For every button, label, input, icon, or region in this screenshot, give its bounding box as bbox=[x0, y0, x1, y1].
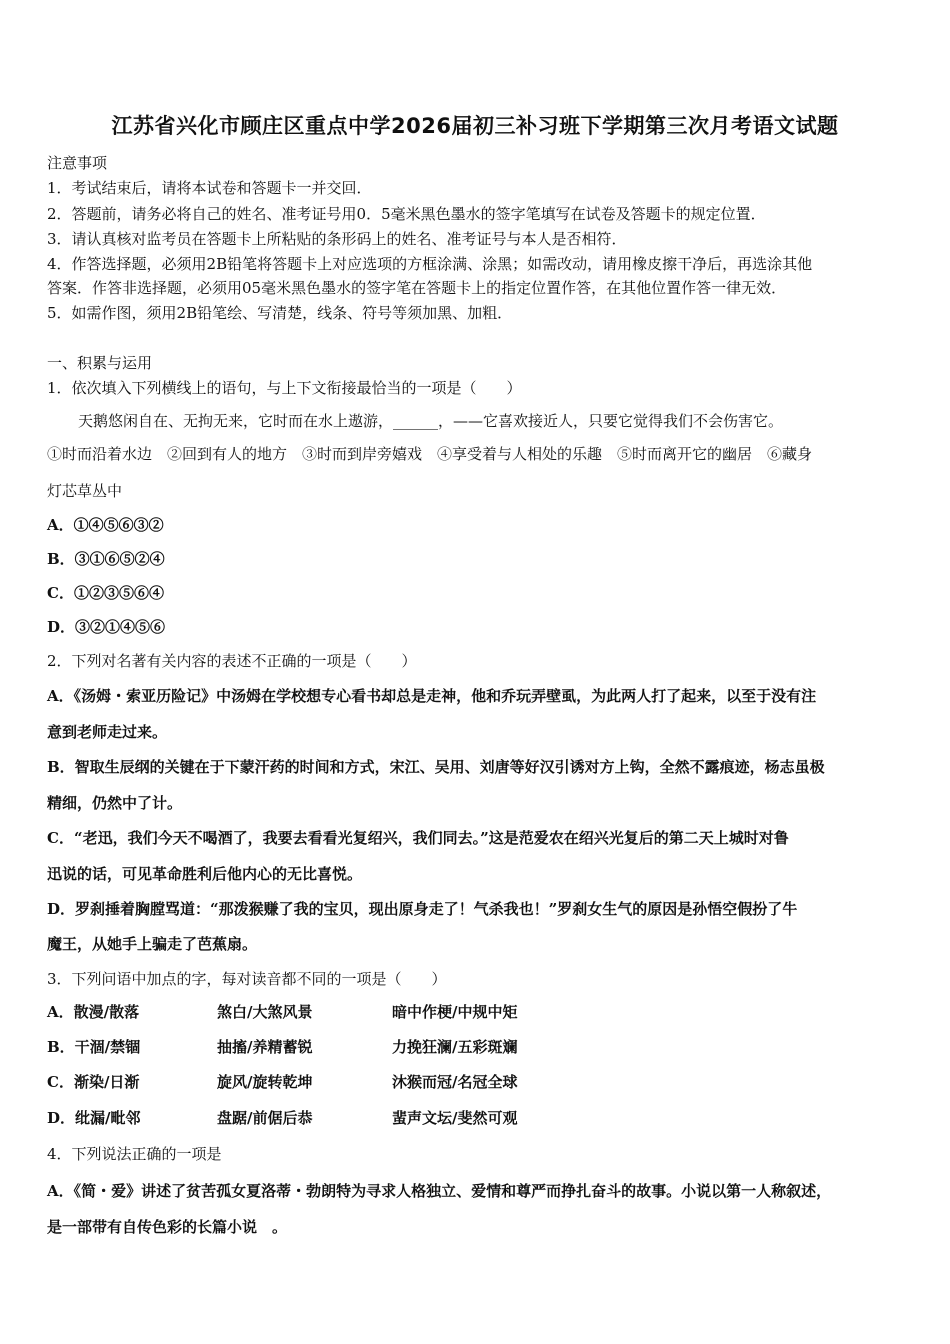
notice-item: 5．如需作图，须用2B铅笔绘、写清楚，线条、符号等须加黑、加粗． bbox=[47, 304, 513, 322]
option-term: 暗中作梗/中规中矩 bbox=[392, 1003, 518, 1021]
notice-item: 2．答题前，请务必将自己的姓名、准考证号用0．5毫米黑色墨水的签字笔填写在试卷及答题卡的规定位置． bbox=[47, 205, 766, 223]
question-4-stem: 4．下列说法正确的一项是 bbox=[47, 1145, 222, 1163]
option-term: A．散漫/散落 bbox=[47, 1003, 140, 1021]
question-1-items: ①时而沿着水边 ②回到有人的地方 ③时而到岸旁嬉戏 ④享受着与人相处的乐趣 ⑤时而离开它的幽居 ⑥藏身 bbox=[47, 445, 813, 463]
question-1-option-b: B．③①⑥⑤②④ bbox=[47, 550, 165, 568]
question-3-stem: 3．下列问语中加点的字，每对读音都不同的一项是（ ） bbox=[47, 970, 447, 988]
notice-item: 3．请认真核对监考员在答题卡上所粘贴的条形码上的姓名、准考证号与本人是否相符． bbox=[47, 230, 627, 248]
notice-item: 1．考试结束后，请将本试卷和答题卡一并交回． bbox=[47, 179, 372, 197]
notice-item: 答案．作答非选择题，必须用05毫米黑色墨水的签字笔在答题卡上的指定位置作答，在其他位置作答一律无效． bbox=[47, 279, 787, 297]
question-2-option-a-cont: 意到老师走过来。 bbox=[47, 723, 168, 741]
question-1-stem: 1．依次填入下列横线上的语句，与上下文衔接最恰当的一项是（ ） bbox=[47, 379, 522, 397]
question-2-option-d: D．罗刹捶着胸膛骂道：“那泼猴赚了我的宝贝，现出原身走了！气杀我也！”罗刹女生气的原因是孙悟空假扮了牛 bbox=[47, 900, 798, 918]
question-1-option-d: D．③②①④⑤⑥ bbox=[47, 618, 166, 636]
notice-heading: 注意事项 bbox=[47, 154, 108, 172]
option-term: 蜚声文坛/斐然可观 bbox=[392, 1109, 518, 1127]
notice-item: 4．作答选择题，必须用2B铅笔将答题卡上对应选项的方框涂满、涂黑；如需改动，请用橡皮擦干净后，再选涂其他 bbox=[47, 255, 813, 273]
question-2-option-c: C．“老迅，我们今天不喝酒了，我要去看看光复绍兴，我们同去。”这是范爱农在绍兴光复后的第二天上城时对鲁 bbox=[47, 829, 789, 847]
question-2-option-b-cont: 精细，仍然中了计。 bbox=[47, 794, 183, 812]
question-2-stem: 2．下列对名著有关内容的表述不正确的一项是（ ） bbox=[47, 652, 417, 670]
option-term: 力挽狂澜/五彩斑斓 bbox=[392, 1038, 518, 1056]
question-2-option-d-cont: 魔王，从她手上骗走了芭蕉扇。 bbox=[47, 935, 258, 953]
question-1-passage: 天鹅悠闲自在、无拘无来，它时而在水上遨游，______，——它喜欢接近人，只要它觉得我们不会伤害它。 bbox=[78, 412, 784, 430]
option-term: D．纰漏/毗邻 bbox=[47, 1109, 141, 1127]
option-term: 盘踞/前倨后恭 bbox=[217, 1109, 313, 1127]
option-term: 抽搐/养精蓄锐 bbox=[217, 1038, 313, 1056]
option-term: 沐猴而冠/名冠全球 bbox=[392, 1073, 518, 1091]
question-1-items-cont: 灯芯草丛中 bbox=[47, 482, 123, 500]
question-2-option-a: A．《汤姆・索亚历险记》中汤姆在学校想专心看书却总是走神，他和乔玩弄壁虱，为此两人打了起来，以至于没有注 bbox=[47, 687, 817, 705]
question-2-option-c-cont: 迅说的话，可见革命胜利后他内心的无比喜悦。 bbox=[47, 865, 363, 883]
option-term: 煞白/大煞风景 bbox=[217, 1003, 313, 1021]
option-term: 旋风/旋转乾坤 bbox=[217, 1073, 313, 1091]
question-4-option-a-cont: 是一部带有自传色彩的长篇小说 。 bbox=[47, 1218, 288, 1236]
section-heading: 一、积累与运用 bbox=[47, 354, 153, 372]
question-1-option-c: C．①②③⑤⑥④ bbox=[47, 584, 164, 602]
option-term: B．干涸/禁锢 bbox=[47, 1038, 141, 1056]
question-2-option-b: B．智取生辰纲的关键在于下蒙汗药的时间和方式，宋江、吴用、刘唐等好汉引诱对方上钩，全然不露痕迹，杨志虽极 bbox=[47, 758, 825, 776]
option-term: C．渐染/日渐 bbox=[47, 1073, 140, 1091]
question-1-option-a: A．①④⑤⑥③② bbox=[47, 516, 164, 534]
question-4-option-a: A．《简・爱》讲述了贫苦孤女夏洛蒂・勃朗特为寻求人格独立、爱情和尊严而挣扎奋斗的故事。小说以第一人称叙述， bbox=[47, 1182, 832, 1200]
document-title: 江苏省兴化市顾庄区重点中学2026届初三补习班下学期第三次月考语文试题 bbox=[111, 114, 839, 138]
